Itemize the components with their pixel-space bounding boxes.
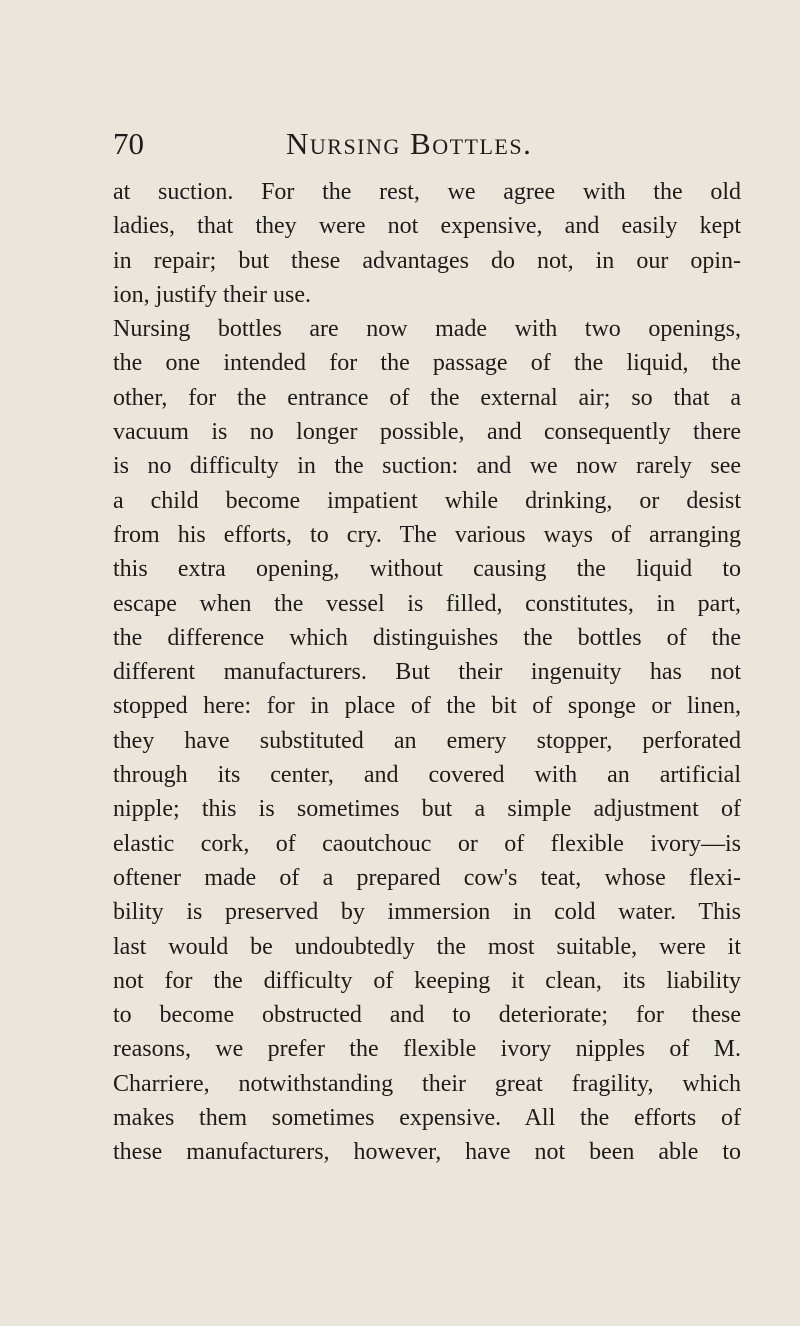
text-line: from his efforts, to cry. The various ways of arranging xyxy=(113,521,741,548)
text-line: the difference which distinguishes the bottles of the xyxy=(113,624,741,651)
page-header xyxy=(113,126,753,166)
text-line: they have substituted an emery stopper, perforated xyxy=(113,727,741,754)
text-line: these manufacturers, however, have not been able to xyxy=(113,1139,741,1166)
text-line: different manufacturers. But their ingenuity has not xyxy=(113,659,741,686)
body-text xyxy=(113,175,741,1170)
text-line: in repair; but these advantages do not, in our opin- xyxy=(113,247,741,274)
page-number: 70 xyxy=(113,126,144,161)
text-line: the one intended for the passage of the liquid, the xyxy=(113,350,741,377)
text-line: Nursing bottles are now made with two openings, xyxy=(113,316,741,343)
text-line: at suction. For the rest, we agree with the old xyxy=(113,179,741,205)
text-line: not for the difficulty of keeping it clean, its liability xyxy=(113,967,741,994)
text-line: Charriere, notwithstanding their great fragility, which xyxy=(113,1070,741,1097)
text-line: makes them sometimes expensive. All the efforts of xyxy=(113,1105,741,1132)
running-title: Nursing Bottles. xyxy=(286,126,533,161)
text-line: bility is preserved by immersion in cold water. This xyxy=(113,899,741,926)
text-line: last would be undoubtedly the most suitable, were it xyxy=(113,933,741,960)
text-line: nipple; this is sometimes but a simple adjustment of xyxy=(113,796,741,823)
text-line: reasons, we prefer the flexible ivory nipples of M. xyxy=(113,1036,741,1063)
text-line: through its center, and covered with an artificial xyxy=(113,762,741,789)
text-line: escape when the vessel is filled, constitutes, in part, xyxy=(113,590,741,617)
text-line: other, for the entrance of the external air; so that a xyxy=(113,384,741,411)
text-line: to become obstructed and to deteriorate; for these xyxy=(113,1002,741,1029)
text-line: this extra opening, without causing the liquid to xyxy=(113,556,741,583)
text-line: oftener made of a prepared cow's teat, whose flexi- xyxy=(113,864,741,891)
text-line: ladies, that they were not expensive, and easily kept xyxy=(113,213,741,240)
text-line: ion, justify their use. xyxy=(113,281,311,308)
text-line: is no difficulty in the suction: and we now rarely see xyxy=(113,453,741,480)
text-line: elastic cork, of caoutchouc or of flexible ivory—is xyxy=(113,830,741,857)
text-line: vacuum is no longer possible, and consequently there xyxy=(113,419,741,446)
text-line: a child become impatient while drinking, or desist xyxy=(113,487,741,514)
text-line: stopped here: for in place of the bit of sponge or linen, xyxy=(113,693,741,720)
